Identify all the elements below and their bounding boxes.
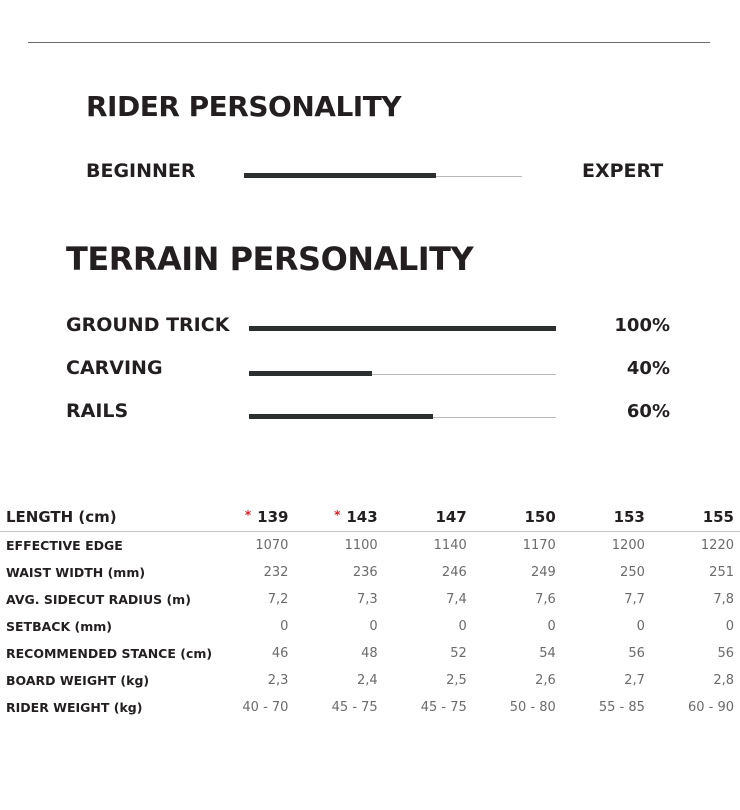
- spec-cell: 55 - 85: [598, 700, 645, 715]
- length-header-label: LENGTH (cm): [6, 508, 117, 526]
- spec-cell: 0: [547, 619, 556, 634]
- size-value: 139: [257, 508, 289, 526]
- terrain-personality-title: TERRAIN PERSONALITY: [66, 240, 474, 278]
- terrain-label-carving: CARVING: [66, 357, 163, 379]
- spec-cell: 50 - 80: [509, 700, 556, 715]
- terrain-label-rails: RAILS: [66, 400, 129, 422]
- top-divider: [28, 42, 710, 43]
- terrain-fill-ground-trick: [249, 326, 556, 331]
- spec-cell: 1200: [611, 538, 645, 553]
- spec-cell: 52: [450, 646, 467, 661]
- spec-cell: 7,4: [446, 592, 467, 607]
- spec-cell: 48: [361, 646, 378, 661]
- spec-cell: 249: [530, 565, 556, 580]
- terrain-fill-carving: [249, 371, 372, 376]
- spec-cell: 46: [271, 646, 289, 661]
- terrain-value-ground-trick: 100%: [614, 315, 670, 336]
- spec-cell: 2,8: [713, 673, 734, 688]
- terrain-value-rails: 60%: [626, 401, 670, 422]
- spec-row-label: EFFECTIVE EDGE: [6, 538, 123, 553]
- spec-cell: 2,6: [535, 673, 556, 688]
- size-marker: *: [334, 508, 341, 522]
- spec-cell: 1220: [700, 538, 734, 553]
- spec-row: [0, 667, 740, 694]
- size-value: 143: [346, 508, 378, 526]
- size-header-147: 147: [435, 508, 467, 526]
- spec-cell: 1100: [344, 538, 378, 553]
- spec-cell: 251: [709, 565, 734, 580]
- spec-cell: 2,7: [624, 673, 645, 688]
- spec-row: [0, 640, 740, 667]
- terrain-bar-ground-trick: [249, 329, 556, 330]
- rider-personality-title: RIDER PERSONALITY: [86, 90, 402, 123]
- spec-cell: 45 - 75: [331, 700, 378, 715]
- specs-body: [0, 532, 740, 722]
- spec-row: [0, 532, 740, 560]
- spec-cell: 0: [725, 619, 734, 634]
- spec-row-label: AVG. SIDECUT RADIUS (m): [6, 592, 191, 607]
- terrain-label-ground-trick: GROUND TRICK: [66, 314, 230, 336]
- spec-cell: 54: [539, 646, 556, 661]
- spec-row-label: SETBACK (mm): [6, 619, 112, 634]
- spec-cell: 7,6: [535, 592, 556, 607]
- rider-level-bar: [244, 176, 522, 177]
- size-header-139: [236, 503, 289, 532]
- size-header-155: 155: [702, 508, 734, 526]
- spec-cell: 1170: [522, 538, 556, 553]
- terrain-bar-carving: [249, 374, 556, 375]
- spec-cell: 250: [620, 565, 645, 580]
- spec-cell: 1140: [433, 538, 467, 553]
- size-header-143: [288, 503, 377, 532]
- spec-cell: 60 - 90: [687, 700, 734, 715]
- size-marker: *: [244, 508, 252, 522]
- spec-cell: 7,3: [357, 592, 378, 607]
- spec-cell: 40 - 70: [242, 700, 289, 715]
- spec-cell: 246: [441, 565, 467, 580]
- spec-cell: 7,8: [713, 592, 734, 607]
- specs-table: [0, 503, 740, 721]
- spec-cell: 232: [263, 565, 289, 580]
- terrain-value-carving: 40%: [626, 358, 670, 379]
- spec-cell: 0: [636, 619, 645, 634]
- rider-beginner-label: BEGINNER: [86, 160, 196, 182]
- spec-cell: 56: [717, 646, 734, 661]
- size-header-150: 150: [524, 508, 556, 526]
- specs-header-row: [0, 503, 740, 532]
- spec-cell: 7,7: [624, 592, 645, 607]
- size-header-153: 153: [613, 508, 645, 526]
- rider-expert-label: EXPERT: [582, 160, 664, 182]
- spec-row: [0, 559, 740, 586]
- spec-row-label: RECOMMENDED STANCE (cm): [6, 646, 213, 661]
- spec-cell: 1070: [255, 538, 289, 553]
- spec-cell: 7,2: [267, 592, 289, 607]
- spec-cell: 2,4: [357, 673, 378, 688]
- spec-row: [0, 694, 740, 721]
- spec-cell: 2,3: [267, 673, 289, 688]
- spec-cell: 0: [280, 619, 289, 634]
- spec-row-label: RIDER WEIGHT (kg): [6, 700, 143, 715]
- spec-row: [0, 586, 740, 613]
- terrain-bar-rails: [249, 417, 556, 418]
- spec-cell: 0: [458, 619, 467, 634]
- spec-cell: 236: [352, 565, 378, 580]
- spec-cell: 2,5: [446, 673, 467, 688]
- spec-cell: 0: [369, 619, 378, 634]
- rider-level-fill: [244, 173, 436, 178]
- spec-row: [0, 613, 740, 640]
- spec-cell: 56: [628, 646, 645, 661]
- spec-row-label: WAIST WIDTH (mm): [6, 565, 146, 580]
- spec-cell: 45 - 75: [420, 700, 467, 715]
- terrain-fill-rails: [249, 414, 433, 419]
- spec-row-label: BOARD WEIGHT (kg): [6, 673, 150, 688]
